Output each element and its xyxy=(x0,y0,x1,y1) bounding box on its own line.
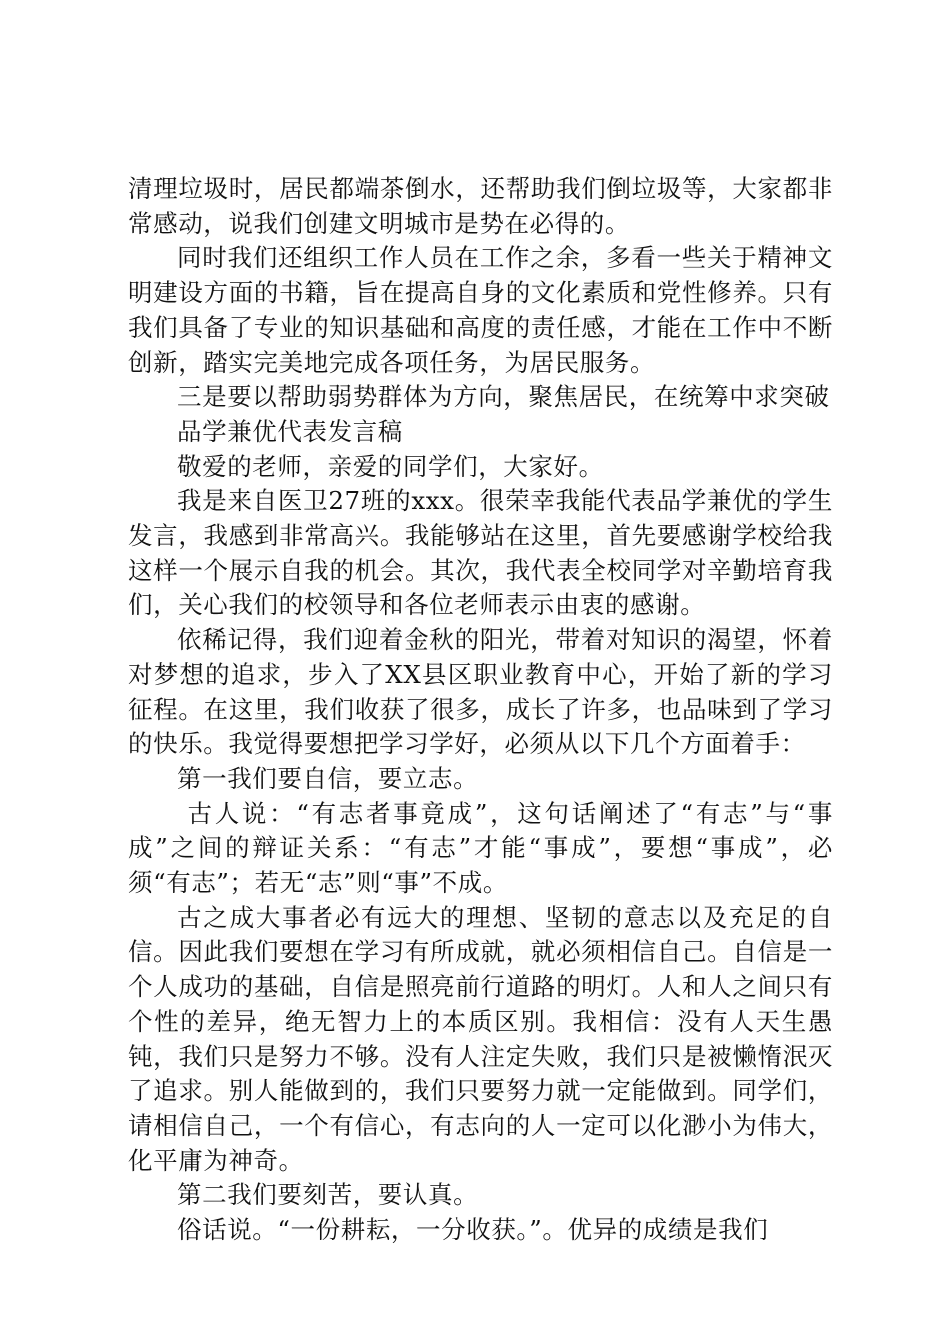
paragraph-heading: 第二我们要刻苦，要认真。 xyxy=(177,1180,479,1210)
document-title: 品学兼优代表发言稿 xyxy=(177,416,403,446)
paragraph-heading: 三是要以帮助弱势群体为方向，聚焦居民，在统筹中求突破 xyxy=(177,382,830,412)
paragraph: 同时我们还组织工作人员在工作之余，多看一些关于精神文明建设方面的书籍，旨在提高自身的文化素质和党性修养。只有我们具备了专业的知识基础和高度的责任感，才能在工作中不断创新，踏实完美地完成各项任务，为居民服务。 xyxy=(128,243,833,377)
paragraph: 我是来自医卫27班的xxx。很荣幸我能代表品学兼优的学生发言，我感到非常高兴。我能够站在这里，首先要感谢学校给我这样一个展示自我的机会。其次，我代表全校同学对辛勤培育我们，关心我们的校领导和各位老师表示由衷的感谢。 xyxy=(128,486,833,620)
paragraph: 依稀记得，我们迎着金秋的阳光，带着对知识的渴望，怀着对梦想的追求，步入了XX县区职业教育中心，开始了新的学习征程。在这里，我们收获了很多，成长了许多，也品味到了学习的快乐。我觉得要想把学习学好，必须从以下几个方面着手： xyxy=(128,625,833,759)
document-body xyxy=(128,172,833,1248)
paragraph-heading: 第一我们要自信，要立志。 xyxy=(177,763,479,793)
paragraph-continuation: 清理垃圾时，居民都端茶倒水，还帮助我们倒垃圾等，大家都非常感动，说我们创建文明城市是势在必得的。 xyxy=(128,174,833,238)
paragraph: 古人说：“有志者事竟成”，这句话阐述了“有志”与“事成”之间的辩证关系：“有志”才能“事成”，要想“事成”，必须“有志”；若无“志”则“事”不成。 xyxy=(128,798,833,898)
salutation: 敬爱的老师，亲爱的同学们，大家好。 xyxy=(177,451,604,481)
paragraph: 古之成大事者必有远大的理想、坚韧的意志以及充足的自信。因此我们要想在学习有所成就，就必须相信自己。自信是一个人成功的基础，自信是照亮前行道路的明灯。人和人之间只有个性的差异，绝无智力上的本质区别。我相信：没有人天生愚钝，我们只是努力不够。没有人注定失败，我们只是被懒惰泯灭了追求。别人能做到的，我们只要努力就一定能做到。同学们，请相信自己，一个有信心，有志向的人一定可以化渺小为伟大，化平庸为神奇。 xyxy=(128,902,833,1175)
paragraph: 俗话说。“一份耕耘，一分收获。”。优异的成绩是我们 xyxy=(177,1215,769,1245)
